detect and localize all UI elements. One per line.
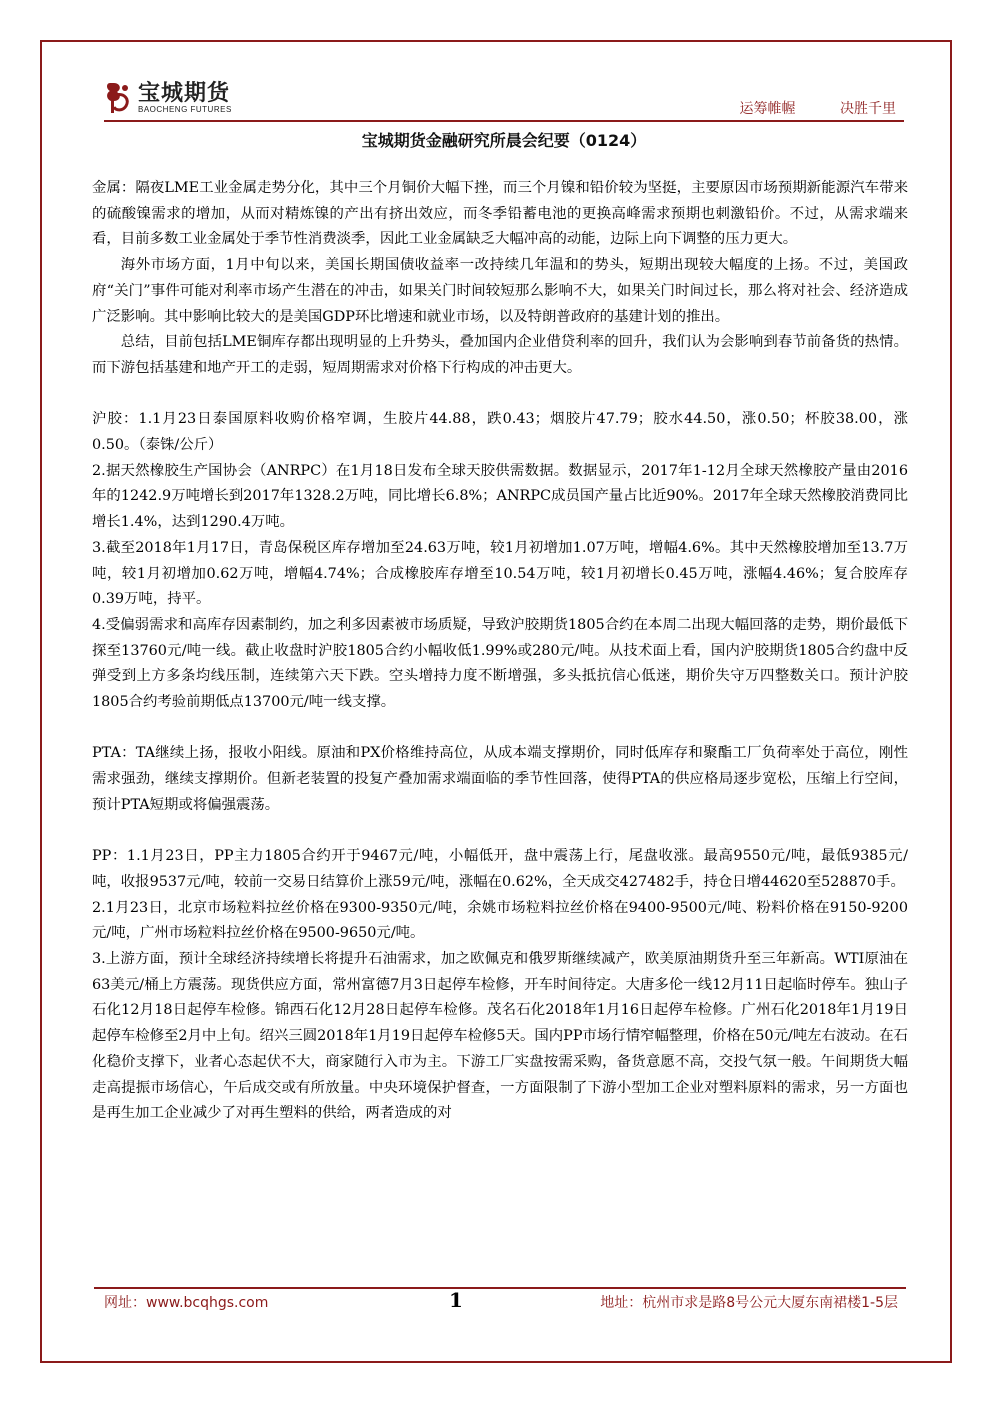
- header-divider: [104, 120, 904, 122]
- rubber-paragraph-4: 4.受偏弱需求和高库存因素制约，加之利多因素被市场质疑，导致沪胶期货1805合约在本周二出现大幅回落的走势，期价最低下探至13760元/吨一线。截止收盘时沪胶1805合约小幅收低1.99%或280元/吨。从技术面上看，国内沪胶期货1805合约盘中反弹受到上方多条均线压制，连续第六天下跌。空头增持力度不断增强，多头抵抗信心低迷，期价失守万四整数关口。预计沪胶1805合约考验前期低点13700元/吨一线支撑。: [92, 616, 908, 711]
- logo-english-name: BAOCHENG FUTURES: [138, 105, 232, 114]
- metals-paragraph-3: 总结，目前包括LME铜库存都出现明显的上升势头，叠加国内企业借贷利率的回升，我们认为会影响到春节前备货的热情。而下游包括基建和地产开工的走弱，短周期需求对价格下行构成的冲击更大。: [92, 334, 908, 376]
- page-number: 1: [449, 1288, 463, 1312]
- rubber-paragraph-1: 沪胶：1.1月23日泰国原料收购价格窄调，生胶片44.88，跌0.43；烟胶片47.79；胶水44.50，涨0.50；杯胶38.00，涨0.50。（泰铢/公斤）: [92, 411, 908, 454]
- metals-paragraph-2: 海外市场方面，1月中旬以来，美国长期国债收益率一改持续几年温和的势头，短期出现较大幅度的上扬。不过，美国政府“关门”事件可能对利率市场产生潜在的冲击，如果关门时间较短那么影响不大，如果关门时间过长，那么将对社会、经济造成广泛影响。其中影响比较大的是美国GDP环比增速和就业市场，以及特朗普政府的基建计划的推出。: [92, 257, 908, 325]
- metals-paragraph-1: 金属：隔夜LME工业金属走势分化，其中三个月铜价大幅下挫，而三个月镍和铅价较为坚挺，主要原因市场预期新能源汽车带来的硫酸镍需求的增加，从而对精炼镍的产出有挤出效应，而冬季铅蓄电池的更换高峰需求预期也刺激铅价。不过，从需求端来看，目前多数工业金属处于季节性消费淡季，因此工业金属缺乏大幅冲高的动能，边际上向下调整的压力更大。: [92, 180, 908, 248]
- rubber-paragraph-2: 2.据天然橡胶生产国协会（ANRPC）在1月18日发布全球天胶供需数据。数据显示，2017年1-12月全球天然橡胶产量由2016年的1242.9万吨增长到2017年1328.2万吨，同比增长6.8%；ANRPC成员国产量占比近90%。2017年全球天然橡胶消费同比增长1.4%，达到1290.4万吨。: [92, 462, 908, 531]
- page-footer: [104, 1290, 904, 1314]
- header-slogan: [718, 98, 896, 118]
- document-body: [92, 176, 908, 1127]
- pp-paragraph-3: 3.上游方面，预计全球经济持续增长将提升石油需求，加之欧佩克和俄罗斯继续减产，欧美原油期货升至三年新高。WTI原油在63美元/桶上方震荡。现货供应方面，常州富德7月3日起停车检修，开车时间待定。大唐多伦一线12月11日起临时停车。独山子石化12月18日起停车检修。锦西石化12月28日起停车检修。茂名石化2018年1月16日起停车检修。广州石化2018年1月19日起停车检修至2月中上旬。绍兴三圆2018年1月19日起停车检修5天。国内PP市场行情窄幅整理，价格在50元/吨左右波动。在石化稳价支撑下，业者心态起伏不大，商家随行入市为主。下游工厂实盘按需采购，备货意愿不高，交投气氛一般。午间期货大幅走高提振市场信心，午后成交或有所放量。中央环境保护督查，一方面限制了下游小型加工企业对塑料原料的需求，另一方面也是再生加工企业减少了对再生塑料的供给，两者造成的对: [92, 951, 908, 1122]
- baocheng-logo-icon: [104, 79, 134, 117]
- footer-address: 地址：杭州市求是路8号公元大厦东南裙楼1-5层: [600, 1295, 898, 1311]
- pp-paragraph-1: PP：1.1月23日，PP主力1805合约开于9467元/吨，小幅低开，盘中震荡上行，尾盘收涨。最高9550元/吨，最低9385元/吨，收报9537元/吨，较前一交易日结算价上涨59元/吨，涨幅在0.62%，全天成交427482手，持仓日增44620至528870手。: [92, 848, 908, 890]
- page-header: [104, 76, 904, 120]
- footer-divider: [94, 1287, 906, 1289]
- slogan-part-1: 运筹帷幄: [739, 101, 796, 117]
- document-title: 宝城期货金融研究所晨会纪要（0124）: [361, 131, 647, 150]
- slogan-part-2: 决胜千里: [840, 101, 896, 117]
- footer-website: 网址：www.bcqhgs.com: [104, 1295, 269, 1311]
- rubber-paragraph-3: 3.截至2018年1月17日，青岛保税区库存增加至24.63万吨，较1月初增加1.07万吨，增幅4.6%。其中天然橡胶增加至13.7万吨，较1月初增加0.62万吨，增幅4.74%；合成橡胶库存增至10.54万吨，较1月初增长0.45万吨，涨幅4.46%；复合胶库存0.39万吨，持平。: [92, 539, 908, 608]
- pp-paragraph-2: 2.1月23日，北京市场粒料拉丝价格在9300-9350元/吨，余姚市场粒料拉丝价格在9400-9500元/吨、粉料价格在9150-9200元/吨，广州市场粒料拉丝价格在9500-9650元/吨。: [92, 899, 908, 942]
- company-logo: [104, 76, 232, 120]
- logo-chinese-name: 宝城期货: [138, 80, 231, 106]
- pta-paragraph-1: PTA：TA继续上扬，报收小阳线。原油和PX价格维持高位，从成本端支撑期价，同时低库存和聚酯工厂负荷率处于高位，刚性需求强劲，继续支撑期价。但新老装置的投复产叠加需求端面临的季节性回落，使得PTA的供应格局逐步宽松，压缩上行空间，预计PTA短期或将偏强震荡。: [92, 745, 908, 813]
